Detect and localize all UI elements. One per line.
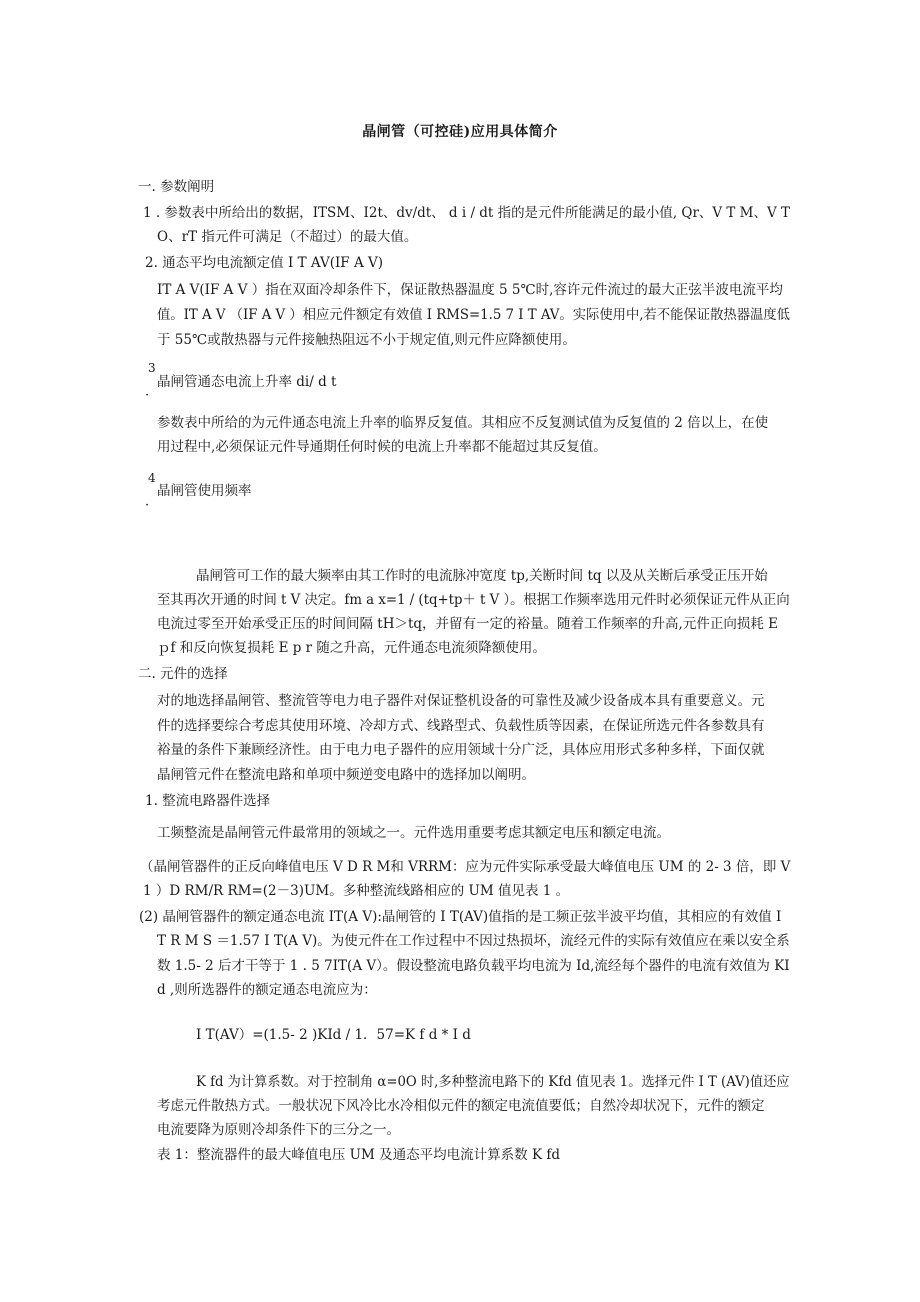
after-formula-line-3: 电流要降为原则冷却条件下的三分之一。 <box>157 1122 400 1138</box>
section-2-heading: 二. 元件的选择 <box>138 666 228 682</box>
item-1-line-1: （晶闸管器件的正反向峰值电压 V D R M和 VRRM：应为元件实际承受最大峰值电压 UM 的 2- 3 倍，即 V <box>140 859 791 875</box>
after-formula-line-2: 考虑元件散热方式。一般状况下风冷比水冷相似元件的额定电流值要低；自然冷却状况下，元件的额定 <box>157 1098 765 1114</box>
para-4-line-3: 电流过零至开始承受正压的时间间隔 tH＞tq，并留有一定的裕量。随着工作频率的升高,元件正向损耗 E <box>157 616 778 632</box>
para-2-heading: 2. 通态平均电流额定值 I T AV(IF A V) <box>145 255 384 271</box>
para-1-line-1: 1 . 参数表中所给出的数据，ITSM、I2t、dv/dt、 d i / dt 指的是元件所能满足的最小值, Qr、V T M、V T <box>143 205 790 221</box>
para-4-line-2: 至其再次开通的时间 t V 决定。fm a x=1 / (tq+tp＋ t V ）。根据工作频率选用元件时必须保证元件从正向 <box>157 592 790 608</box>
section-2-intro-line-4: 晶闸管元件在整流电路和单项中频逆变电路中的选择加以阐明。 <box>157 767 535 783</box>
para-2-line-2: 值。IT A V （IF A V ）相应元件额定有效值 I RMS=1.5 7 I T AV。实际使用中,若不能保证散热器温度低 <box>157 307 790 323</box>
subsection-1-intro: 工频整流是晶闸管元件最常用的领域之一。元件选用重要考虑其额定电压和额定电流。 <box>157 825 670 841</box>
para-2-line-1: IT A V(IF A V ）指在双面冷却条件下，保证散热器温度 5 5℃时,容许元件流过的最大正弦半波电流平均 <box>157 282 783 298</box>
para-2-line-3: 于 55℃或散热器与元件接触热阻远不小于规定值,则元件应降额使用。 <box>157 332 576 348</box>
subsection-1-heading: 1. 整流电路器件选择 <box>145 793 271 809</box>
para-4-line-1: 晶闸管可工作的最大频率由其工作时的电流脉冲宽度 tp,关断时间 tq 以及从关断后承受正压开始 <box>196 568 768 584</box>
section-2-intro-line-3: 裕量的条件下兼顾经济性。由于电力电子器件的应用领域十分广泛，具体应用形式多种多样，下面仅就 <box>157 742 765 758</box>
para-4-heading: 晶闸管使用频率 <box>157 483 252 499</box>
para-3-dot: · <box>145 388 150 403</box>
item-2-line-1: (2) 晶闸管器件的额定通态电流 IT(A V):晶闸管的 I T(AV)值指的是工频正弦半波平均值，其相应的有效值 I <box>139 909 782 925</box>
item-2-line-2: T R M S ＝1.57 I T(A V)。为使元件在工作过程中不因过热损坏，流经元件的实际有效值应在乘以安全系 <box>157 933 790 949</box>
item-1-line-2: 1 ）D RM/R RM=(2－3)UM。多种整流线路相应的 UM 值见表 1 。 <box>143 883 570 899</box>
para-4-line-4: ｐf 和反向恢复损耗 E p r 随之升高，元件通态电流须降额使用。 <box>157 640 546 656</box>
item-2-line-3: 数 1.5- 2 后才干等于 1 . 5 7IT(A V）。假设整流电路负载平均电流为 Id,流经每个器件的电流有效值为 KI <box>157 958 790 974</box>
item-2-line-4: d ,则所选器件的额定通态电流应为： <box>157 982 377 998</box>
para-3-line-2: 用过程中,必须保证元件导通期任何时候的电流上升率都不能超过其反复值。 <box>157 439 607 455</box>
section-2-intro-line-2: 件的选择要综合考虑其使用环境、冷却方式、线路型式、负载性质等因素，在保证所选元件各参数具有 <box>157 718 765 734</box>
para-3-number: 3 <box>148 361 156 375</box>
section-2-intro-line-1: 对的地选择晶闸管、整流管等电力电子器件对保证整机设备的可靠性及减少设备成本具有重要意义。元 <box>157 693 765 709</box>
table-1-caption: 表 1：整流器件的最大峰值电压 UM 及通态平均电流计算系数 K fd <box>157 1147 560 1163</box>
after-formula-line-1: K fd 为计算系数。对于控制角 α=0O 时,多种整流电路下的 Kfd 值见表 1。选择元件 I T (AV)值还应 <box>196 1074 790 1090</box>
section-1-heading: 一. 参数阐明 <box>138 179 215 195</box>
para-4-number: 4 <box>148 471 156 485</box>
para-3-heading: 晶闸管通态电流上升率 di/ d t <box>157 374 337 390</box>
para-4-dot: · <box>145 498 150 513</box>
para-3-line-1: 参数表中所给的为元件通态电流上升率的临界反复值。其相应不反复测试值为反复值的 2 倍以上，在使 <box>157 415 769 431</box>
page-title: 晶闸管（可控硅)应用具体简介 <box>362 124 558 140</box>
formula: I T(AV）=(1.5- 2 )KId / 1．57=K f d * I d <box>196 1027 471 1043</box>
para-1-line-2: O、rT 指元件可满足（不超过）的最大值。 <box>157 229 418 245</box>
